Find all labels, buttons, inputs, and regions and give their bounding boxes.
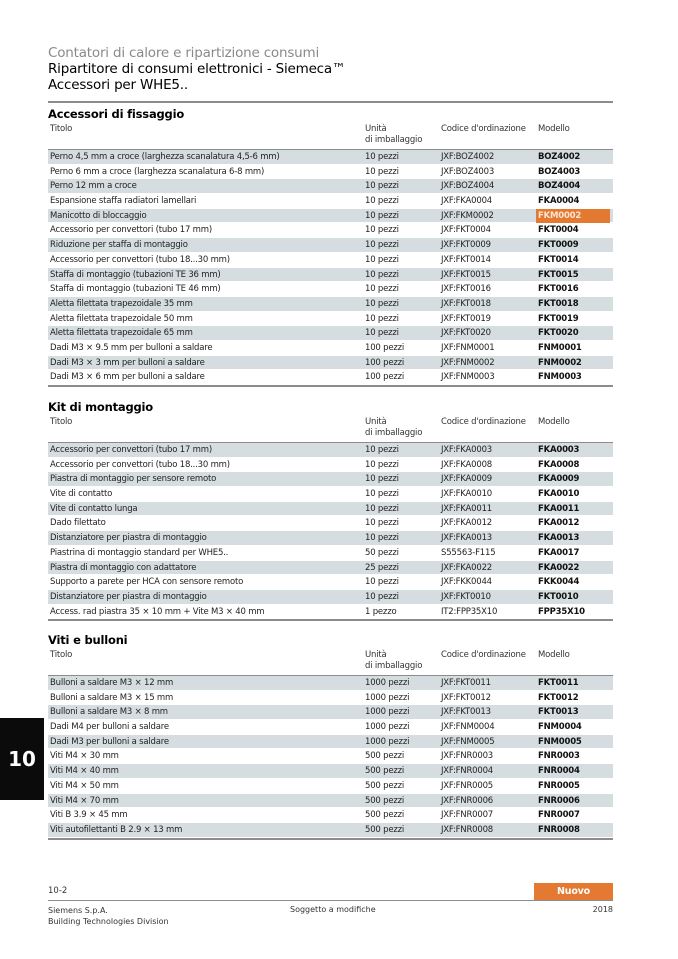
- cell-modello: [538, 179, 613, 193]
- table-row: [48, 370, 613, 385]
- cell-codice: JXF:FKM0002: [441, 210, 494, 221]
- table-row: [48, 794, 613, 809]
- cell-codice: JXF:FKA0008: [441, 459, 492, 470]
- cell-titolo: Staffa di montaggio (tubazioni TE 36 mm): [50, 269, 221, 280]
- cell-titolo: Dado filettato: [50, 518, 106, 529]
- table-bottom-rule: [48, 619, 613, 621]
- col-header-unita: Unità di imballaggio: [365, 417, 423, 438]
- cell-unita: 10 pezzi: [365, 240, 399, 251]
- model-code: BOZ4003: [538, 166, 581, 177]
- cell-modello: [538, 605, 613, 619]
- cell-codice: JXF:FNM0004: [441, 722, 495, 733]
- model-code: FKT0016: [538, 284, 579, 295]
- model-code: FKA0012: [538, 518, 580, 529]
- cell-unita: 10 pezzi: [365, 298, 399, 309]
- model-code: FKA0004: [538, 196, 580, 207]
- cell-unita: 10 pezzi: [365, 474, 399, 485]
- footer-divider: [48, 900, 613, 901]
- cell-codice: JXF:FNR0006: [441, 795, 494, 806]
- model-code: FNR0006: [538, 795, 580, 806]
- cell-unita: 10 pezzi: [365, 328, 399, 339]
- cell-codice: JXF:FKA0012: [441, 518, 492, 529]
- cell-modello: [538, 472, 613, 486]
- model-code: FKA0010: [538, 489, 580, 500]
- col-header-codice: Codice d'ordinazione: [441, 124, 526, 134]
- table-row: [48, 223, 613, 238]
- cell-unita: 1000 pezzi: [365, 678, 410, 688]
- cell-titolo: Viti M4 × 30 mm: [50, 751, 119, 762]
- cell-titolo: Vite di contatto lunga: [50, 503, 138, 514]
- cell-unita: 500 pezzi: [365, 795, 405, 806]
- model-code: FKT0015: [538, 269, 579, 280]
- section-title: Accessori di fissaggio: [48, 107, 185, 121]
- col-header-codice: Codice d'ordinazione: [441, 650, 526, 660]
- cell-titolo: Staffa di montaggio (tubazioni TE 46 mm): [50, 284, 221, 295]
- cell-titolo: Piastrina di montaggio standard per WHE5..: [50, 547, 229, 558]
- model-code: FKT0018: [538, 298, 579, 309]
- cell-unita: 10 pezzi: [365, 489, 399, 500]
- table-row: [48, 590, 613, 605]
- cell-codice: JXF:FNR0005: [441, 780, 494, 791]
- cell-codice: JXF:FKA0009: [441, 474, 492, 485]
- cell-titolo: Accessorio per convettori (tubo 17 mm): [50, 225, 212, 236]
- cell-codice: JXF:FNR0008: [441, 824, 494, 835]
- cell-titolo: Perno 12 mm a croce: [50, 181, 137, 192]
- cell-unita: 1000 pezzi: [365, 692, 410, 703]
- cell-unita: 1000 pezzi: [365, 736, 410, 747]
- cell-codice: JXF:FKT0009: [441, 240, 491, 251]
- cell-codice: JXF:FKT0020: [441, 328, 491, 339]
- col-header-titolo: Titolo: [50, 124, 73, 134]
- cell-codice: JXF:FNM0003: [441, 372, 495, 383]
- section-accessori-di-fissaggio: [48, 106, 613, 387]
- cell-modello: [538, 735, 613, 749]
- cell-codice: JXF:FKT0014: [441, 254, 491, 265]
- cell-unita: 10 pezzi: [365, 313, 399, 324]
- cell-modello: [538, 823, 613, 837]
- table-row: [48, 487, 613, 502]
- model-code: FKA0017: [538, 547, 580, 558]
- table-row: [48, 297, 613, 312]
- cell-titolo: Access. rad piastra 35 × 10 mm + Vite M3 × 40 mm: [50, 606, 265, 617]
- cell-codice: JXF:FNR0004: [441, 766, 494, 777]
- cell-modello: [538, 779, 613, 793]
- disclaimer: Soggetto a modifiche: [290, 905, 376, 914]
- table-row: [48, 676, 613, 691]
- cell-modello: [538, 458, 613, 472]
- cell-unita: 10 pezzi: [365, 269, 399, 280]
- new-product-legend: Nuovo prodotto: [534, 883, 613, 900]
- table-row: [48, 779, 613, 794]
- cell-modello: [538, 531, 613, 545]
- page-title-line1: Ripartitore di consumi elettronici - Siemeca™: [48, 61, 346, 77]
- cell-codice: JXF:FKT0010: [441, 591, 491, 602]
- cell-unita: 10 pezzi: [365, 518, 399, 529]
- cell-unita: 500 pezzi: [365, 751, 405, 762]
- table-row: [48, 326, 613, 341]
- model-code: FKA0003: [538, 445, 580, 455]
- cell-modello: [538, 238, 613, 252]
- table-row: [48, 268, 613, 283]
- cell-modello: [538, 297, 613, 311]
- cell-unita: 10 pezzi: [365, 577, 399, 588]
- cell-unita: 10 pezzi: [365, 181, 399, 192]
- table-row: [48, 705, 613, 720]
- model-code: FKA0022: [538, 562, 580, 573]
- cell-codice: JXF:FKA0011: [441, 503, 492, 514]
- cell-titolo: Bulloni a saldare M3 × 8 mm: [50, 707, 168, 718]
- cell-titolo: Vite di contatto: [50, 489, 113, 500]
- cell-unita: 10 pezzi: [365, 152, 399, 162]
- cell-modello: [538, 253, 613, 267]
- model-code: FNM0003: [538, 372, 582, 383]
- col-header-modello: Modello: [538, 417, 570, 427]
- table-bottom-rule: [48, 385, 613, 387]
- table-row: [48, 546, 613, 561]
- cell-titolo: Bulloni a saldare M3 × 12 mm: [50, 678, 174, 688]
- table-row: [48, 720, 613, 735]
- cell-titolo: Aletta filettata trapezoidale 50 mm: [50, 313, 193, 324]
- cell-unita: 10 pezzi: [365, 284, 399, 295]
- model-code: FNM0005: [538, 736, 582, 747]
- cell-titolo: Aletta filettata trapezoidale 35 mm: [50, 298, 193, 309]
- cell-codice: JXF:FKA0022: [441, 562, 492, 573]
- company-division: Building Technologies Division: [48, 917, 169, 926]
- model-code: FNR0003: [538, 751, 580, 762]
- cell-codice: JXF:FKT0004: [441, 225, 491, 236]
- table-row: [48, 282, 613, 297]
- cell-codice: JXF:BOZ4003: [441, 166, 495, 177]
- model-code: FKT0014: [538, 254, 579, 265]
- cell-modello: [538, 443, 613, 457]
- cell-unita: 10 pezzi: [365, 591, 399, 602]
- section-title: Kit di montaggio: [48, 400, 153, 414]
- cell-codice: JXF:FNR0007: [441, 810, 494, 821]
- cell-modello: [538, 546, 613, 560]
- cell-unita: 1000 pezzi: [365, 707, 410, 718]
- cell-modello: [538, 150, 613, 164]
- section-viti-e-bulloni: [48, 632, 613, 840]
- cell-modello: [538, 691, 613, 705]
- cell-modello: [538, 764, 613, 778]
- model-code: FPP35X10: [538, 606, 585, 617]
- cell-titolo: Aletta filettata trapezoidale 65 mm: [50, 328, 193, 339]
- cell-titolo: Viti autofilettanti B 2.9 × 13 mm: [50, 824, 183, 835]
- table-bottom-rule: [48, 838, 613, 840]
- cell-unita: 1000 pezzi: [365, 722, 410, 733]
- cell-titolo: Perno 4,5 mm a croce (larghezza scanalatura 4,5-6 mm): [50, 152, 280, 162]
- cell-codice: JXF:FKA0010: [441, 489, 492, 500]
- cell-unita: 10 pezzi: [365, 254, 399, 265]
- cell-modello: [538, 165, 613, 179]
- cell-modello: [538, 676, 613, 690]
- cell-unita: 10 pezzi: [365, 166, 399, 177]
- cell-unita: 10 pezzi: [365, 445, 399, 455]
- cell-codice: JXF:BOZ4004: [441, 181, 495, 192]
- cell-unita: 100 pezzi: [365, 342, 405, 353]
- cell-codice: JXF:FKT0015: [441, 269, 491, 280]
- col-header-modello: Modello: [538, 124, 570, 134]
- cell-unita: 10 pezzi: [365, 196, 399, 207]
- page-number: 10-2: [48, 886, 68, 896]
- table-row: [48, 253, 613, 268]
- cell-unita: 10 pezzi: [365, 503, 399, 514]
- cell-codice: JXF:FKA0004: [441, 196, 492, 207]
- cell-codice: JXF:FKT0019: [441, 313, 491, 324]
- model-code: FKT0019: [538, 313, 579, 324]
- cell-unita: 1 pezzo: [365, 606, 397, 617]
- cell-modello: [538, 516, 613, 530]
- table-row: [48, 341, 613, 356]
- cell-codice: S55563-F115: [441, 547, 496, 558]
- model-code: FNR0004: [538, 766, 580, 777]
- table-row: [48, 472, 613, 487]
- cell-modello: [538, 356, 613, 370]
- chapter-tab: 10: [0, 718, 44, 800]
- cell-modello: [538, 268, 613, 282]
- header-divider: [48, 101, 613, 103]
- cell-codice: JXF:FKA0003: [441, 445, 492, 455]
- col-header-codice: Codice d'ordinazione: [441, 417, 526, 427]
- cell-titolo: Accessorio per convettori (tubo 18...30 mm): [50, 459, 230, 470]
- col-header-titolo: Titolo: [50, 417, 73, 427]
- cell-titolo: Accessorio per convettori (tubo 17 mm): [50, 445, 212, 455]
- cell-titolo: Piastra di montaggio per sensore remoto: [50, 474, 217, 485]
- model-code: FNR0005: [538, 780, 580, 791]
- cell-unita: 25 pezzi: [365, 562, 399, 573]
- new-product-model: FKM0002: [536, 209, 610, 224]
- table-row: [48, 749, 613, 764]
- cell-titolo: Manicotto di bloccaggio: [50, 210, 147, 221]
- model-code: FKT0012: [538, 692, 579, 703]
- cell-modello: [538, 282, 613, 296]
- cell-modello: [538, 312, 613, 326]
- table-row: [48, 194, 613, 209]
- cell-modello: [538, 808, 613, 822]
- model-code: FNR0008: [538, 824, 580, 835]
- cell-unita: 10 pezzi: [365, 459, 399, 470]
- cell-unita: 500 pezzi: [365, 810, 405, 821]
- cell-codice: IT2:FPP35X10: [441, 606, 498, 617]
- table-header: [48, 415, 613, 442]
- cell-modello: [538, 561, 613, 575]
- page-header: [48, 45, 613, 93]
- cell-codice: JXF:FNM0001: [441, 342, 495, 353]
- cell-unita: 100 pezzi: [365, 357, 405, 368]
- table-row: [48, 764, 613, 779]
- table-row: [48, 605, 613, 620]
- cell-modello: [538, 502, 613, 516]
- col-header-modello: Modello: [538, 650, 570, 660]
- cell-titolo: Dadi M3 × 6 mm per bulloni a saldare: [50, 372, 205, 383]
- model-code: FKT0020: [538, 328, 579, 339]
- model-code: FKA0008: [538, 459, 580, 470]
- cell-modello: [538, 326, 613, 340]
- model-code: FKT0004: [538, 225, 579, 236]
- cell-unita: 10 pezzi: [365, 210, 399, 221]
- col-header-titolo: Titolo: [50, 650, 73, 660]
- page-supertitle: Contatori di calore e ripartizione consumi: [48, 45, 320, 61]
- model-code: FNM0004: [538, 722, 582, 733]
- section-kit-di-montaggio: [48, 399, 613, 621]
- cell-codice: JXF:FNR0003: [441, 751, 494, 762]
- cell-modello: [538, 223, 613, 237]
- cell-modello: [538, 209, 613, 223]
- year: 2018: [592, 905, 613, 914]
- model-code: FKA0009: [538, 474, 580, 485]
- cell-unita: 50 pezzi: [365, 547, 399, 558]
- section-title: Viti e bulloni: [48, 633, 128, 647]
- table-header: [48, 122, 613, 149]
- cell-titolo: Espansione staffa radiatori lamellari: [50, 196, 197, 207]
- cell-modello: [538, 794, 613, 808]
- table-row: [48, 312, 613, 327]
- cell-codice: JXF:FKT0018: [441, 298, 491, 309]
- table-header: [48, 648, 613, 675]
- model-code: FNM0002: [538, 357, 582, 368]
- cell-titolo: Dadi M3 per bulloni a saldare: [50, 736, 169, 747]
- model-code: BOZ4002: [538, 152, 581, 162]
- cell-unita: 500 pezzi: [365, 766, 405, 777]
- table-row: [48, 209, 613, 224]
- cell-codice: JXF:FKT0011: [441, 678, 491, 688]
- company-info: [48, 905, 169, 927]
- cell-modello: [538, 705, 613, 719]
- cell-modello: [538, 749, 613, 763]
- cell-codice: JXF:FNM0002: [441, 357, 495, 368]
- cell-titolo: Distanziatore per piastra di montaggio: [50, 533, 207, 544]
- model-code: FKT0011: [538, 678, 579, 688]
- table-row: [48, 516, 613, 531]
- table-row: [48, 575, 613, 590]
- cell-titolo: Dadi M3 × 3 mm per bulloni a saldare: [50, 357, 205, 368]
- cell-titolo: Riduzione per staffa di montaggio: [50, 240, 188, 251]
- cell-unita: 10 pezzi: [365, 533, 399, 544]
- cell-codice: JXF:FKT0012: [441, 692, 491, 703]
- cell-codice: JXF:BOZ4002: [441, 152, 495, 162]
- cell-unita: 100 pezzi: [365, 372, 405, 383]
- cell-titolo: Bulloni a saldare M3 × 15 mm: [50, 692, 174, 703]
- cell-modello: [538, 341, 613, 355]
- model-code: FKA0011: [538, 503, 580, 514]
- cell-codice: JXF:FKT0016: [441, 284, 491, 295]
- table-row: [48, 735, 613, 750]
- model-code: FKT0010: [538, 591, 579, 602]
- table-row: [48, 165, 613, 180]
- col-header-unita: Unità di imballaggio: [365, 124, 423, 145]
- cell-modello: [538, 370, 613, 384]
- table-row: [48, 238, 613, 253]
- model-code: FKA0013: [538, 533, 580, 544]
- table-row: [48, 179, 613, 194]
- cell-codice: JXF:FKK0044: [441, 577, 492, 588]
- cell-titolo: Viti M4 × 40 mm: [50, 766, 119, 777]
- cell-titolo: Accessorio per convettori (tubo 18...30 mm): [50, 254, 230, 265]
- table-row: [48, 531, 613, 546]
- model-code: FKT0013: [538, 707, 579, 718]
- cell-titolo: Viti B 3.9 × 45 mm: [50, 810, 128, 821]
- cell-titolo: Viti M4 × 50 mm: [50, 780, 119, 791]
- cell-titolo: Viti M4 × 70 mm: [50, 795, 119, 806]
- cell-modello: [538, 575, 613, 589]
- table-row: [48, 691, 613, 706]
- cell-unita: 500 pezzi: [365, 780, 405, 791]
- table-row: [48, 502, 613, 517]
- table-row: [48, 150, 613, 165]
- page-title-line2: Accessori per WHE5..: [48, 77, 188, 93]
- cell-modello: [538, 720, 613, 734]
- table-row: [48, 823, 613, 838]
- cell-codice: JXF:FKT0013: [441, 707, 491, 718]
- cell-titolo: Distanziatore per piastra di montaggio: [50, 591, 207, 602]
- cell-titolo: Dadi M3 × 9.5 mm per bulloni a saldare: [50, 342, 213, 353]
- cell-modello: [538, 194, 613, 208]
- table-row: [48, 561, 613, 576]
- table-row: [48, 808, 613, 823]
- cell-codice: JXF:FKA0013: [441, 533, 492, 544]
- cell-modello: [538, 487, 613, 501]
- table-row: [48, 356, 613, 371]
- cell-titolo: Supporto a parete per HCA con sensore remoto: [50, 577, 244, 588]
- company-name: Siemens S.p.A.: [48, 906, 108, 915]
- cell-unita: 10 pezzi: [365, 225, 399, 236]
- table-row: [48, 443, 613, 458]
- cell-titolo: Dadi M4 per bulloni a saldare: [50, 722, 169, 733]
- cell-codice: JXF:FNM0005: [441, 736, 495, 747]
- model-code: BOZ4004: [538, 181, 581, 192]
- cell-titolo: Piastra di montaggio con adattatore: [50, 562, 197, 573]
- model-code: FKT0009: [538, 240, 579, 251]
- table-row: [48, 458, 613, 473]
- model-code: FNR0007: [538, 810, 580, 821]
- cell-unita: 500 pezzi: [365, 824, 405, 835]
- col-header-unita: Unità di imballaggio: [365, 650, 423, 671]
- cell-modello: [538, 590, 613, 604]
- cell-titolo: Perno 6 mm a croce (larghezza scanalatura 6-8 mm): [50, 166, 265, 177]
- model-code: FKK0044: [538, 577, 580, 588]
- model-code: FNM0001: [538, 342, 582, 353]
